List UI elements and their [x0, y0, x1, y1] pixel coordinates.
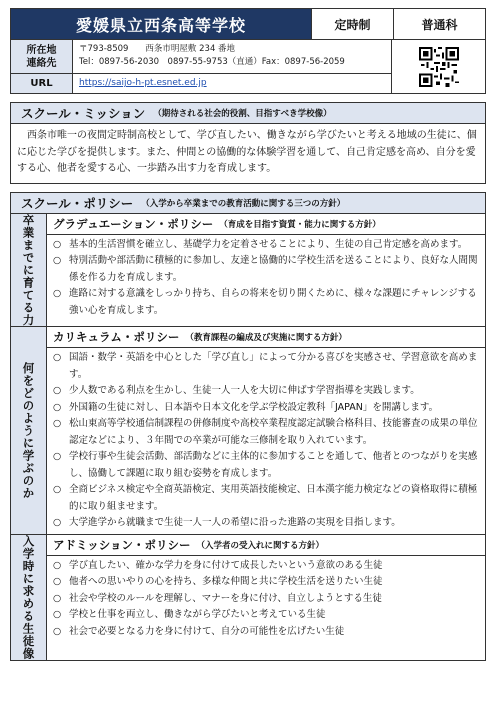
list-item-text: 学校と仕事を両立し、働きながら学びたいと考えている生徒: [69, 609, 326, 620]
school-url-link[interactable]: https://saijo-h-pt.esnet.ed.jp: [79, 78, 207, 88]
policy-title: スクール・ポリシー （入学から卒業までの教育活動に関する三つの方針）: [10, 192, 486, 214]
list-item: [53, 624, 479, 641]
contact-line: Tel：0897-56-2030 0897-55-9753（直通）Fax：0897-56-2059: [79, 57, 345, 67]
policy-side-text: 卒業までに育てる力: [21, 213, 36, 326]
circle-bullet-icon: ○: [53, 288, 62, 299]
circle-bullet-icon: ○: [53, 255, 62, 266]
mission-subtitle: （期待される社会的役割、目指すべき学校像）: [153, 109, 332, 119]
policy-heading: アドミッション・ポリシー （入学者の受入れに関する方針）: [47, 535, 485, 556]
list-item: [53, 591, 479, 608]
circle-bullet-icon: ○: [53, 238, 62, 250]
list-item: [53, 515, 479, 532]
policy-heading-sub: （教育課程の編成及び実施に関する方針）: [185, 333, 347, 343]
address-label: 所在地 連絡先: [11, 40, 73, 73]
list-item-text: 国語・数学・英語を中心とした「学び直し」によって分かる喜びを実感させ、学習意欲を高めます。: [69, 352, 478, 380]
policy-side-text: 入学時に求める生徒像: [21, 534, 36, 660]
list-item-text: 学び直したい、確かな学力を身に付けて成長したいという意欲のある生徒: [69, 559, 383, 571]
course-name: 普通科: [393, 9, 485, 39]
curriculum-policy: [10, 327, 486, 535]
list-item: [53, 574, 479, 591]
address-value: [73, 40, 391, 73]
list-item: [53, 607, 479, 624]
circle-bullet-icon: ○: [53, 559, 62, 571]
list-item-text: 社会で必要となる力を身に付けて、自分の可能性を広げたい生徒: [69, 625, 345, 637]
url-label: URL: [11, 74, 73, 93]
list-item: [53, 400, 479, 417]
list-item-text: 全商ビジネス検定や全商英語検定、実用英語技能検定、日本漢字能力検定などの資格取得に積極的に取り組ませます。: [69, 484, 478, 512]
list-item: [53, 237, 479, 254]
mission-title: スクール・ミッション （期待される社会的役割、目指すべき学校像）: [10, 102, 486, 124]
list-item: [53, 383, 479, 400]
list-item-text: 外国籍の生徒に対し、日本語や日本文化を学ぶ学校設定教科「JAPAN」を開講します。: [69, 401, 439, 413]
policy-side-label: [11, 535, 47, 660]
circle-bullet-icon: ○: [53, 484, 62, 495]
contact-info: [10, 40, 486, 94]
mission-body: 西条市唯一の夜間定時制高校として、学び直したい、働きながら学びたいと考える地域の生徒に、個に応じた学びを提供します。また、仲間との協働的な体験学習を通して、自己肯定感を高め、自分を愛する心、他者を愛する心、一歩踏み出す力を育成します。: [10, 124, 486, 184]
qr-code-icon[interactable]: [391, 40, 485, 93]
list-item-text: 社会や学校のルールを理解し、マナーを身に付け、自立しようとする生徒: [69, 592, 382, 604]
graduation-policy: [10, 214, 486, 328]
list-item-text: 基本的生活習慣を確立し、基礎学力を定着させることにより、生徒の自己肯定感を高めます。: [69, 238, 468, 250]
policy-heading-sub: （入学者の受入れに関する方針）: [196, 540, 325, 551]
circle-bullet-icon: ○: [53, 418, 62, 429]
circle-bullet-icon: ○: [53, 352, 62, 363]
policy-heading: カリキュラム・ポリシー （教育課程の編成及び実施に関する方針）: [47, 327, 485, 348]
list-item-text: 大学進学から就職まで生徒一人一人の希望に沿った進路の実現を目指します。: [69, 517, 401, 528]
list-item: [53, 416, 479, 449]
circle-bullet-icon: ○: [53, 451, 62, 462]
circle-bullet-icon: ○: [53, 385, 62, 396]
circle-bullet-icon: ○: [53, 576, 62, 587]
list-item-text: 特別活動や部活動に積極的に参加し、友達と協働的に学校生活を送ることにより、良好な人間関係を作る力を育成します。: [69, 255, 478, 283]
policy-side-label: [11, 214, 47, 327]
list-item: [53, 558, 479, 575]
circle-bullet-icon: ○: [53, 517, 62, 528]
policy-side-label: [11, 327, 47, 534]
list-item-text: 学校行事や生徒会活動、部活動などに主体的に参加することを通して、他者とのつながりを実感し、協働して課題に取り組む姿勢を育成します。: [69, 451, 478, 479]
school-type: 定時制: [311, 9, 393, 39]
list-item: [53, 286, 479, 319]
school-name: 愛媛県立西条高等学校: [11, 9, 311, 39]
list-item: [53, 482, 479, 515]
policy-heading: グラデュエーション・ポリシー （育成を目指す資質・能力に関する方針）: [47, 214, 485, 235]
admission-policy: [10, 535, 486, 661]
list-item-text: 他者への思いやりの心を持ち、多様な仲間と共に学校生活を送りたい生徒: [69, 576, 383, 587]
policy-subtitle: （入学から卒業までの教育活動に関する三つの方針）: [141, 198, 346, 209]
policy-heading-sub: （育成を目指す資質・能力に関する方針）: [219, 219, 381, 230]
circle-bullet-icon: ○: [53, 401, 62, 413]
list-item-text: 少人数である利点を生かし、生徒一人一人を大切に伸ばす学習指導を実践します。: [69, 385, 420, 396]
school-profile-sheet: [10, 8, 486, 661]
address-line: 〒793-8509 西条市明屋敷 234 番地: [79, 44, 236, 54]
list-item-text: 松山東高等学校通信制課程の併修制度や高校卒業程度認定試験合格科目、技能審査の成果の単位認定などにより、３年間での卒業が可能な三修制を取り入れています。: [69, 418, 478, 446]
circle-bullet-icon: ○: [53, 592, 62, 604]
list-item: [53, 350, 479, 383]
list-item: [53, 449, 479, 482]
list-item: [53, 253, 479, 286]
list-item-text: 進路に対する意識をしっかり持ち、自らの将来を切り開くために、様々な課題にチャレンジする強い心を育成します。: [69, 288, 477, 316]
circle-bullet-icon: ○: [53, 625, 62, 637]
header-row: [10, 8, 486, 40]
circle-bullet-icon: ○: [53, 609, 62, 620]
policy-side-text: 何をどのように学ぶのか: [21, 361, 36, 499]
